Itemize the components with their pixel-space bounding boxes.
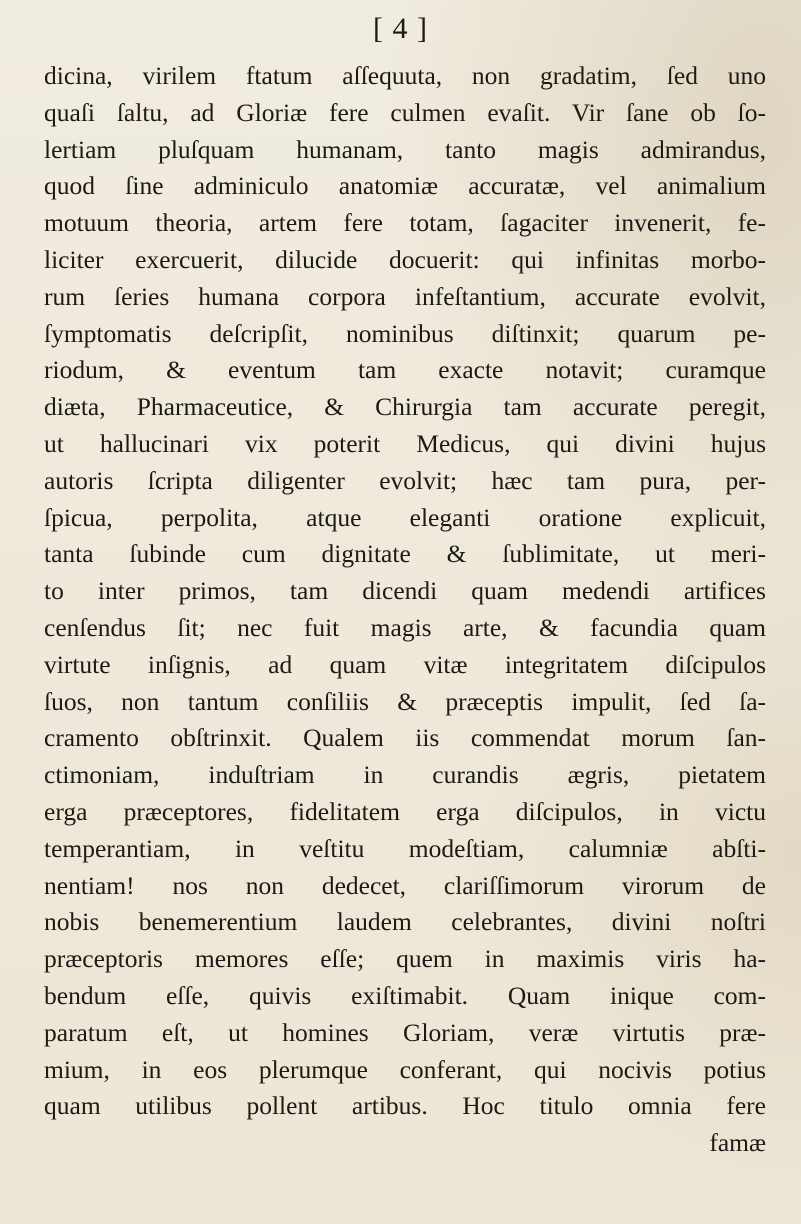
text-line: tanta ſubinde cum dignitate & ſublimitate, ut meri- xyxy=(44,539,766,569)
text-line: diæta, Pharmaceutice, & Chirurgia tam accurate peregit, xyxy=(44,392,766,422)
text-line: nobis benemerentium laudem celebrantes, divini noſtri xyxy=(44,907,766,937)
text-line: virtute inſignis, ad quam vitæ integritatem diſcipulos xyxy=(44,649,766,679)
text-line: ſymptomatis deſcripſit, nominibus diſtinxit; quarum pe- xyxy=(44,318,766,348)
text-line: ſuos, non tantum conſiliis & præceptis impulit, ſed ſa- xyxy=(44,686,766,716)
text-line: rum ſeries humana corpora infeſtantium, accurate evolvit, xyxy=(44,281,766,311)
text-line: erga præceptores, fidelitatem erga diſcipulos, in victu xyxy=(44,796,766,826)
text-line: riodum, & eventum tam exacte notavit; curamque xyxy=(44,355,766,385)
text-line: bendum eſſe, quivis exiſtimabit. Quam inique com- xyxy=(44,980,766,1010)
text-line: quod ſine adminiculo anatomiæ accuratæ, vel animalium xyxy=(44,171,766,201)
page-number: [ 4 ] xyxy=(373,12,428,45)
text-line: quaſi ſaltu, ad Gloriæ fere culmen evaſit. Vir ſane ob ſo- xyxy=(44,97,766,127)
text-line: paratum eſt, ut homines Gloriam, veræ virtutis præ- xyxy=(44,1017,766,1047)
text-line: lertiam pluſquam humanam, tanto magis admirandus, xyxy=(44,134,766,164)
text-line: ut hallucinari vix poterit Medicus, qui divini hujus xyxy=(44,428,766,458)
text-line: to inter primos, tam dicendi quam medendi artifices xyxy=(44,576,766,606)
text-line: præceptoris memores eſſe; quem in maximis viris ha- xyxy=(44,944,766,974)
catchword: famæ xyxy=(709,1128,766,1158)
text-line: dicina, virilem ftatum aſſequuta, non gradatim, ſed uno xyxy=(44,61,766,90)
text-line: quam utilibus pollent artibus. Hoc titulo omnia fere xyxy=(44,1091,766,1121)
text-line: ſpicua, perpolita, atque eleganti oratione explicuit, xyxy=(44,502,766,532)
text-line: cenſendus ſit; nec fuit magis arte, & facundia quam xyxy=(44,612,766,642)
text-line: cramento obſtrinxit. Qualem iis commendat morum ſan- xyxy=(44,723,766,753)
text-line: autoris ſcripta diligenter evolvit; hæc tam pura, per- xyxy=(44,465,766,495)
body-text xyxy=(44,58,766,1162)
text-line: liciter exercuerit, dilucide docuerit: qui infinitas morbo- xyxy=(44,244,766,274)
text-line: motuum theoria, artem fere totam, ſagaciter invenerit, fe- xyxy=(44,208,766,238)
text-line: nentiam! nos non dedecet, clariſſimorum virorum de xyxy=(44,870,766,900)
text-line: mium, in eos plerumque conferant, qui nocivis potius xyxy=(44,1054,766,1084)
text-line: temperantiam, in veſtitu modeſtiam, calumniæ abſti- xyxy=(44,833,766,863)
text-line: ctimoniam, induſtriam in curandis ægris, pietatem xyxy=(44,760,766,790)
